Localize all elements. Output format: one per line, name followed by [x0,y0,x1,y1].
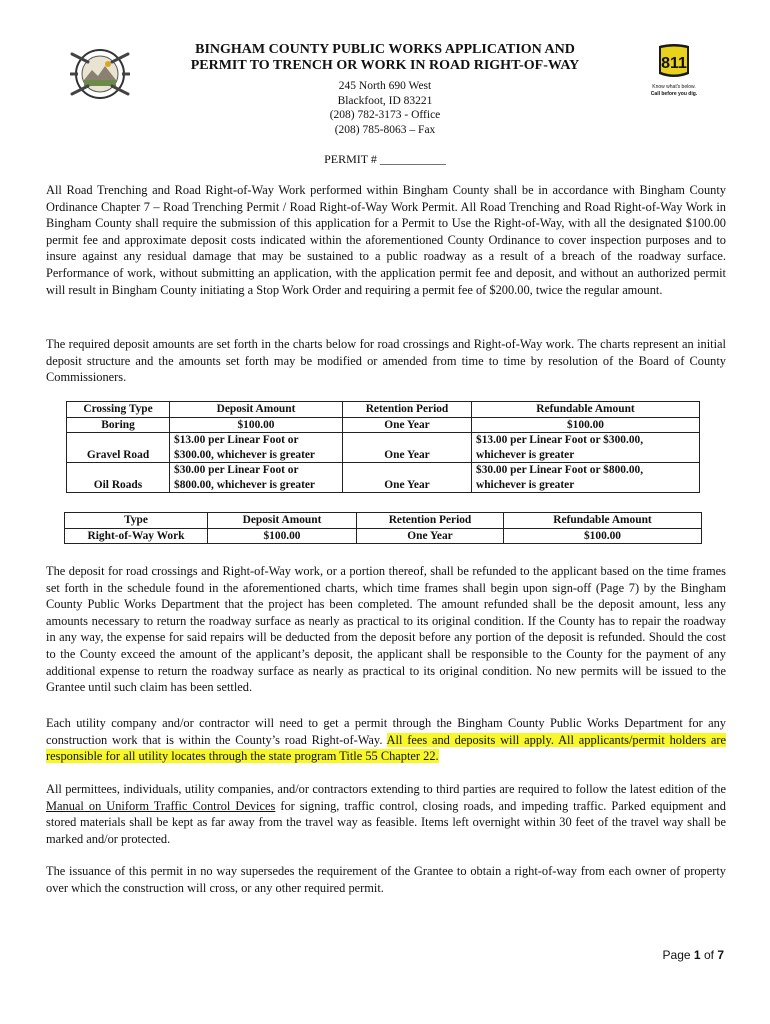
retention-cell: One Year [343,463,472,493]
work-type-cell: Right-of-Way Work [65,528,208,544]
table-row [67,463,700,493]
refundable-cell [472,463,700,493]
deposit-cell [170,433,343,463]
deposit-cell: $100.00 [208,528,357,544]
crossing-type-cell: Gravel Road [67,433,170,463]
retention-cell: One Year [343,417,472,433]
traffic-control-text: All permittees, individuals, utility companies, and/or contractors extending to third parties are required to follow the latest edition of the [46,782,726,796]
refundable-cell: $100.00 [472,417,700,433]
address-line: 245 North 690 West [338,80,432,92]
deposit-cell: $100.00 [170,417,343,433]
paragraph-right-of-way-owner: The issuance of this permit in no way supersedes the requirement of the Grantee to obtain a right-of-way from each owner of property over which the construction will cross, or any other required permit. [46,864,726,895]
table-row [65,528,702,544]
paragraph-deposit-charts: The required deposit amounts are set forth in the charts below for road crossings and Right-of-Way work. The charts represent an initial deposit structure and the amounts set forth may be modified or amended from time to time by resolution of the Board of County Commissioners. [46,337,726,385]
deposit-line: $30.00 per Linear Foot or [174,464,299,476]
paragraph-intro: All Road Trenching and Road Right-of-Way Work performed within Bingham County shall be in accordance with Bingham County Ordinance Chapter 7 – Road Trenching Permit / Road Right-of-Way Work Permit. All Road Trenching and Road Right-of-Way Work in Bingham County shall require the submission of this application for a Permit to Use the Right-of-Way, with all the designated $100.00 permit fee and approximate deposit costs indicated within the aforementioned County Ordinance to cover inspection purposes and to insure against any residual damage that may be sustained to a public roadway as a result of a breach of the roadway surface. Performance of work, without submitting an application, with the application permit fee and deposit, and without an authorized permit will result in Bingham County initiating a Stop Work Order and requiring a permit fee of $200.00, twice the regular amount. [46,183,726,297]
refundable-line: $13.00 per Linear Foot or $300.00, [476,434,644,446]
page-current: 1 [693,948,701,962]
crossing-deposit-table [66,401,700,493]
mutcd-reference-link[interactable]: Manual on Uniform Traffic Control Devices [46,798,276,813]
refundable-cell: $100.00 [504,528,702,544]
table-row [67,417,700,433]
logo-811-number: 811 [661,55,687,72]
address-line: (208) 785-8063 – Fax [334,123,436,136]
address-line: (208) 782-3173 - Office [329,109,441,121]
table-header-cell: Retention Period [343,402,472,418]
table-header-row [67,402,700,418]
permit-number-field: PERMIT # ___________ [324,152,446,166]
traffic-control-text-after: for signing, traffic control, closing roads, and impeding traffic. Parked equipment and stored materials shall be kept as far away from the travel way as feasible. Items left overnight within 30 feet of the travel way shall be marked and/or protected. [46,798,726,846]
utility-permits-text: Each utility company and/or contractor will need to get a permit through the Bingham County Public Works Department for any construction work that is within the County’s road Right-of-Way. [46,716,726,747]
right-of-way-deposit-table [64,512,702,544]
refundable-cell [472,433,700,463]
logo-811-tagline2: Call before you dig. [650,91,698,97]
title-line-1: BINGHAM COUNTY PUBLIC WORKS APPLICATION AND [195,42,575,57]
table-header-cell: Refundable Amount [504,513,702,529]
deposit-line: $300.00, whichever is greater [174,448,315,461]
deposit-cell [170,463,343,493]
page-number [663,948,724,962]
page-total: 7 [717,948,724,962]
logo-811-tagline1: Know what's below. [652,84,696,90]
address-line: Blackfoot, ID 83221 [337,94,433,107]
refundable-line: whichever is greater [476,478,575,491]
crossing-type-cell: Boring [67,417,170,433]
paragraph-utility-permits [46,715,726,765]
table-header-cell: Deposit Amount [208,513,357,529]
page-of: of [703,948,714,962]
deposit-line: $13.00 per Linear Foot or [174,434,299,446]
paragraph-refund-terms: The deposit for road crossings and Right-of-Way work, or a portion thereof, shall be refunded to the applicant based on the time frames set forth in the schedule found in the aforementioned charts, which time frames shall begin upon sign-off (Page 7) by the Bingham County Public Works Department that the project has been completed. The amount refunded shall be the deposit amount, less any amounts necessary to return the roadway surface as nearly as practical to its original condition. If the County has to repair the roadway in any way, the expense for said repairs will be deducted from the deposit before any portion of the deposit is refunded. Should the cost to the County exceed the amount of the applicant’s deposit, the applicant shall be responsible to the County for the payment of any additional expense to return the roadway surface as nearly as practical to its original condition. No new permits will be issued to the Grantee until such claim has been settled. [46,564,726,695]
paragraph-traffic-control [46,781,726,847]
office-address [0,79,770,137]
retention-cell: One Year [343,433,472,463]
table-header-cell: Refundable Amount [472,402,700,418]
table-header-cell: Retention Period [357,513,504,529]
refundable-line: $30.00 per Linear Foot or $800.00, [476,464,644,476]
table-header-row [65,513,702,529]
table-header-cell: Deposit Amount [170,402,343,418]
table-header-cell: Type [65,513,208,529]
page-word: Page [662,948,691,962]
retention-cell: One Year [357,528,504,544]
crossing-type-cell: Oil Roads [67,463,170,493]
title-line-2: PERMIT TO TRENCH OR WORK IN ROAD RIGHT-OF-WAY [190,58,580,73]
deposit-line: $800.00, whichever is greater [174,478,315,491]
refundable-line: whichever is greater [476,448,575,461]
document-title [150,42,620,74]
highlighted-fees-notice: All fees and deposits will apply. All applicants/permit holders are responsible for all utility locates through the state program Title 55 Chapter 22. [46,732,726,764]
table-header-cell: Crossing Type [67,402,170,418]
table-row [67,433,700,463]
